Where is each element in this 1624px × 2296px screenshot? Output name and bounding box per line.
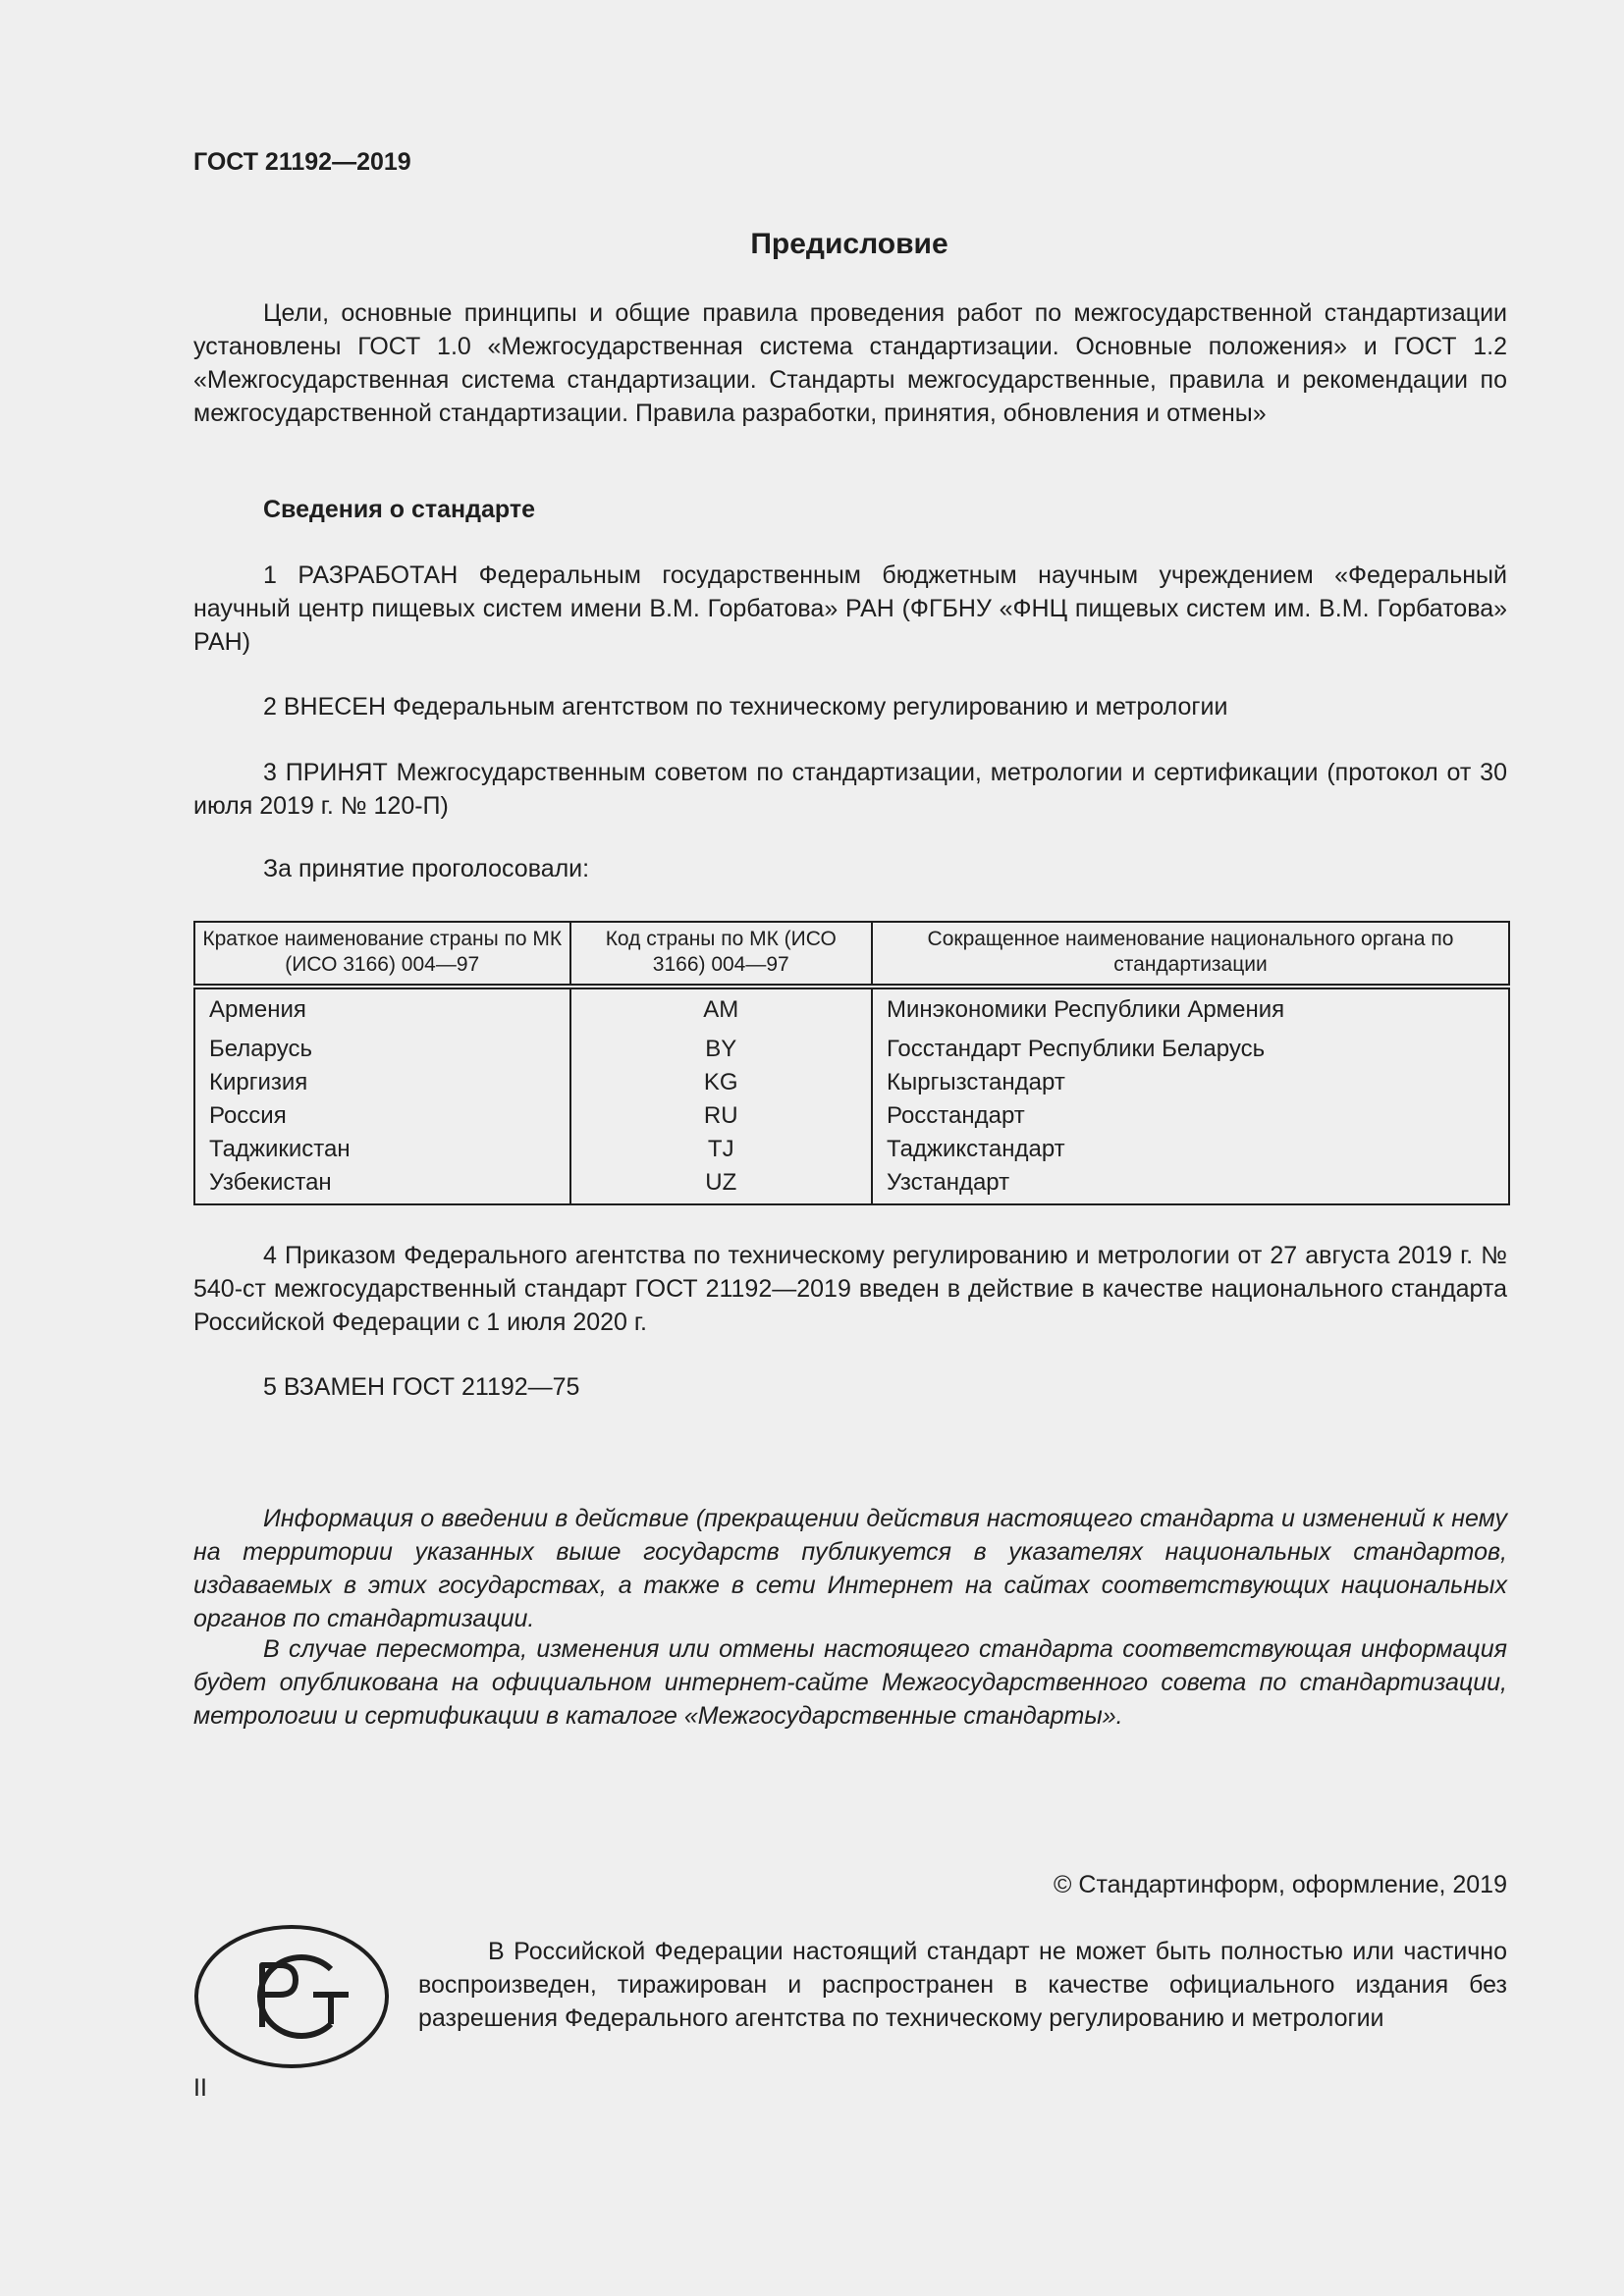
table-header-agency: Сокращенное наименование национального органа по стандартизации (872, 922, 1509, 987)
table-cell-agency: Узстандарт (872, 1166, 1509, 1204)
vote-intro: За принятие проголосовали: (263, 855, 590, 882)
table-cell-country: Киргизия (194, 1066, 570, 1099)
table-header-code: Код страны по МК (ИСО 3166) 004—97 (570, 922, 872, 987)
table-row (194, 1166, 1509, 1204)
table-cell-code: AM (570, 987, 872, 1033)
table-cell-agency: Росстандарт (872, 1099, 1509, 1133)
table-cell-country: Узбекистан (194, 1166, 570, 1204)
info-paragraph-2: В случае пересмотра, изменения или отмены настоящего стандарта соответствующая информация будет опубликована на официальном интернет-сайте Межгосударственного совета по стандартизации, метрологии и сертификации в каталоге «Межгосударственные стандарты». (193, 1635, 1507, 1730)
table-row (194, 1066, 1509, 1099)
item-3-paragraph: 3 ПРИНЯТ Межгосударственным советом по стандартизации, метрологии и сертификации (протокол от 30 июля 2019 г. № 120-П) (193, 759, 1507, 820)
table-row (194, 1099, 1509, 1133)
table-header-row (194, 922, 1509, 987)
table-cell-agency: Минэкономики Республики Армения (872, 987, 1509, 1033)
intro-paragraph: Цели, основные принципы и общие правила проведения работ по межгосударственной стандартизации установлены ГОСТ 1.0 «Межгосударственная система стандартизации. Основные положения» и ГОСТ 1.2 «Межгосударственная система стандартизации. Стандарты межгосударственные, правила и рекомендации по межгосударственной стандартизации. Правила разработки, принятия, обновления и отмены» (193, 299, 1507, 427)
table-cell-code: TJ (570, 1133, 872, 1166)
item-4-paragraph: 4 Приказом Федерального агентства по техническому регулированию и метрологии от 27 августа 2019 г. № 540-ст межгосударственный стандарт ГОСТ 21192—2019 введен в действие в качестве национального стандарта Российской Федерации с 1 июля 2020 г. (193, 1242, 1507, 1336)
table-cell-country: Армения (194, 987, 570, 1033)
page-number: II (193, 2074, 207, 2102)
reproduction-notice: В Российской Федерации настоящий стандарт не может быть полностью или частично воспроизведен, тиражирован и распространен в качестве официального издания без разрешения Федерального агентства по техническому регулированию и метрологии (418, 1938, 1507, 2032)
section-heading: Сведения о стандарте (263, 496, 536, 523)
item-2-paragraph: 2 ВНЕСЕН Федеральным агентством по техническому регулированию и метрологии (263, 693, 1228, 721)
page-title: Предисловие (750, 228, 948, 260)
item-5-paragraph: 5 ВЗАМЕН ГОСТ 21192—75 (263, 1373, 580, 1401)
table-row (194, 1033, 1509, 1066)
table-row (194, 987, 1509, 1033)
voting-countries-table (193, 921, 1510, 1205)
table-cell-country: Россия (194, 1099, 570, 1133)
table-row (194, 1133, 1509, 1166)
table-header-country: Краткое наименование страны по МК (ИСО 3166) 004—97 (194, 922, 570, 987)
item-1-paragraph: 1 РАЗРАБОТАН Федеральным государственным бюджетным научным учреждением «Федеральный научный центр пищевых систем имени В.М. Горбатова» РАН (ФГБНУ «ФНЦ пищевых систем им. В.М. Горбатова» РАН) (193, 561, 1507, 656)
table-cell-code: RU (570, 1099, 872, 1133)
table-cell-agency: Кыргызстандарт (872, 1066, 1509, 1099)
table-cell-code: UZ (570, 1166, 872, 1204)
table-cell-country: Таджикистан (194, 1133, 570, 1166)
table-cell-code: BY (570, 1033, 872, 1066)
document-code: ГОСТ 21192—2019 (193, 148, 411, 176)
rst-certification-logo-icon (193, 1924, 390, 2074)
info-paragraph-1: Информация о введении в действие (прекращении действия настоящего стандарта и изменений к нему на территории указанных выше государств публикуется в указателях национальных стандартов, издаваемых в этих государствах, а также в сети Интернет на сайтах соответствующих национальных органов по стандартизации. (193, 1505, 1507, 1632)
table-cell-code: KG (570, 1066, 872, 1099)
table-cell-agency: Таджикстандарт (872, 1133, 1509, 1166)
copyright-line: © Стандартинформ, оформление, 2019 (1054, 1871, 1507, 1898)
table-cell-country: Беларусь (194, 1033, 570, 1066)
table-cell-agency: Госстандарт Республики Беларусь (872, 1033, 1509, 1066)
